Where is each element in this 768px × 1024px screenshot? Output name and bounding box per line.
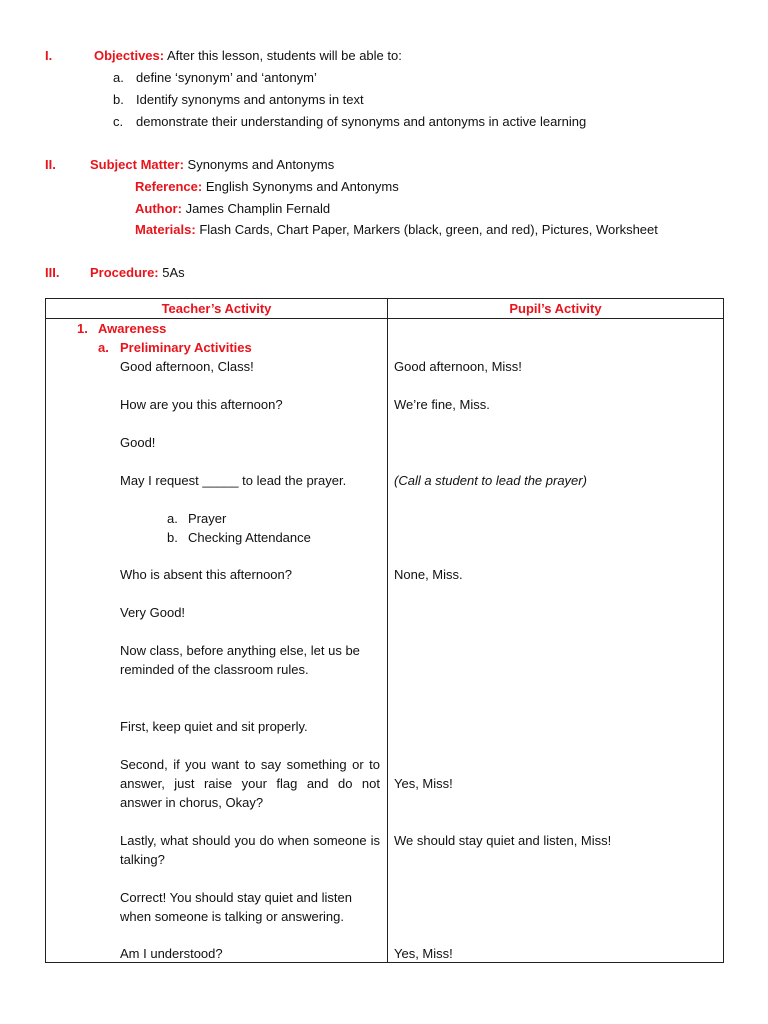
procedure-label: Procedure: — [90, 265, 159, 280]
pupil-line: Yes, Miss! — [394, 776, 453, 791]
author-line — [135, 201, 330, 217]
subject-text: Synonyms and Antonyms — [187, 157, 335, 172]
list-item: Prayer — [188, 511, 227, 526]
teacher-line: Am I understood? — [120, 946, 223, 961]
pupil-line: (Call a student to lead the prayer) — [394, 473, 587, 488]
pupil-line: Good afternoon, Miss! — [394, 359, 522, 374]
pupil-line: We’re fine, Miss. — [394, 397, 490, 412]
author-label: Author: — [135, 201, 182, 216]
teacher-line: Second, if you want to say something or to answer, just raise your flag and do not answer in chorus, Okay? — [120, 757, 380, 810]
step-title: Awareness — [98, 321, 167, 336]
activity-table — [45, 298, 724, 963]
teacher-line: May I request _____ to lead the prayer. — [120, 473, 347, 488]
objective-item: define ‘synonym’ and ‘antonym’ — [136, 70, 317, 85]
pupil-line: We should stay quiet and listen, Miss! — [394, 833, 612, 848]
list-marker: c. — [113, 114, 124, 129]
pupil-line: None, Miss. — [394, 567, 463, 582]
list-marker: a. — [167, 511, 178, 526]
sub-step-title: Preliminary Activities — [120, 340, 252, 355]
step-number: 1. — [77, 321, 88, 336]
teacher-line: Good afternoon, Class! — [120, 359, 254, 374]
reference-label: Reference: — [135, 179, 203, 194]
objectives-text: After this lesson, students will be able to: — [167, 48, 402, 63]
teacher-line: Correct! You should stay quiet and listen when someone is talking or answering. — [120, 890, 352, 924]
teacher-activity-header: Teacher’s Activity — [46, 299, 388, 319]
procedure-text: 5As — [162, 265, 185, 280]
objective-item: Identify synonyms and antonyms in text — [136, 92, 364, 107]
procedure-heading — [90, 265, 185, 281]
pupil-activity-cell — [388, 319, 724, 963]
table-row — [46, 319, 724, 963]
teacher-activity-cell — [46, 319, 388, 963]
list-marker: a. — [113, 70, 124, 85]
teacher-line: First, keep quiet and sit properly. — [120, 719, 308, 734]
objectives-label: Objectives: — [94, 48, 165, 63]
teacher-line: Lastly, what should you do when someone is talking? — [120, 833, 380, 867]
teacher-line: Good! — [120, 435, 156, 450]
teacher-line: Very Good! — [120, 605, 186, 620]
teacher-line: Now class, before anything else, let us be reminded of the classroom rules. — [120, 643, 360, 677]
objectives-heading — [94, 48, 402, 64]
objective-item: demonstrate their understanding of synonyms and antonyms in active learning — [136, 114, 587, 129]
section-numeral: I. — [45, 48, 53, 63]
teacher-line: Who is absent this afternoon? — [120, 567, 292, 582]
pupil-line: Yes, Miss! — [394, 946, 453, 961]
subject-label: Subject Matter: — [90, 157, 184, 172]
materials-label: Materials: — [135, 222, 196, 237]
reference-text: English Synonyms and Antonyms — [205, 179, 399, 194]
sub-step-marker: a. — [98, 340, 109, 355]
author-text: James Champlin Fernald — [185, 201, 331, 216]
section-numeral: II. — [45, 157, 56, 172]
list-marker: b. — [113, 92, 124, 107]
section-numeral: III. — [45, 265, 60, 280]
reference-line — [135, 179, 399, 195]
table-header-row — [46, 299, 724, 319]
pupil-activity-header: Pupil’s Activity — [388, 299, 724, 319]
list-marker: b. — [167, 530, 178, 545]
materials-line — [135, 222, 658, 238]
materials-text: Flash Cards, Chart Paper, Markers (black, green, and red), Pictures, Worksheet — [199, 222, 658, 237]
list-item: Checking Attendance — [188, 530, 311, 545]
teacher-line: How are you this afternoon? — [120, 397, 283, 412]
subject-heading — [90, 157, 334, 173]
